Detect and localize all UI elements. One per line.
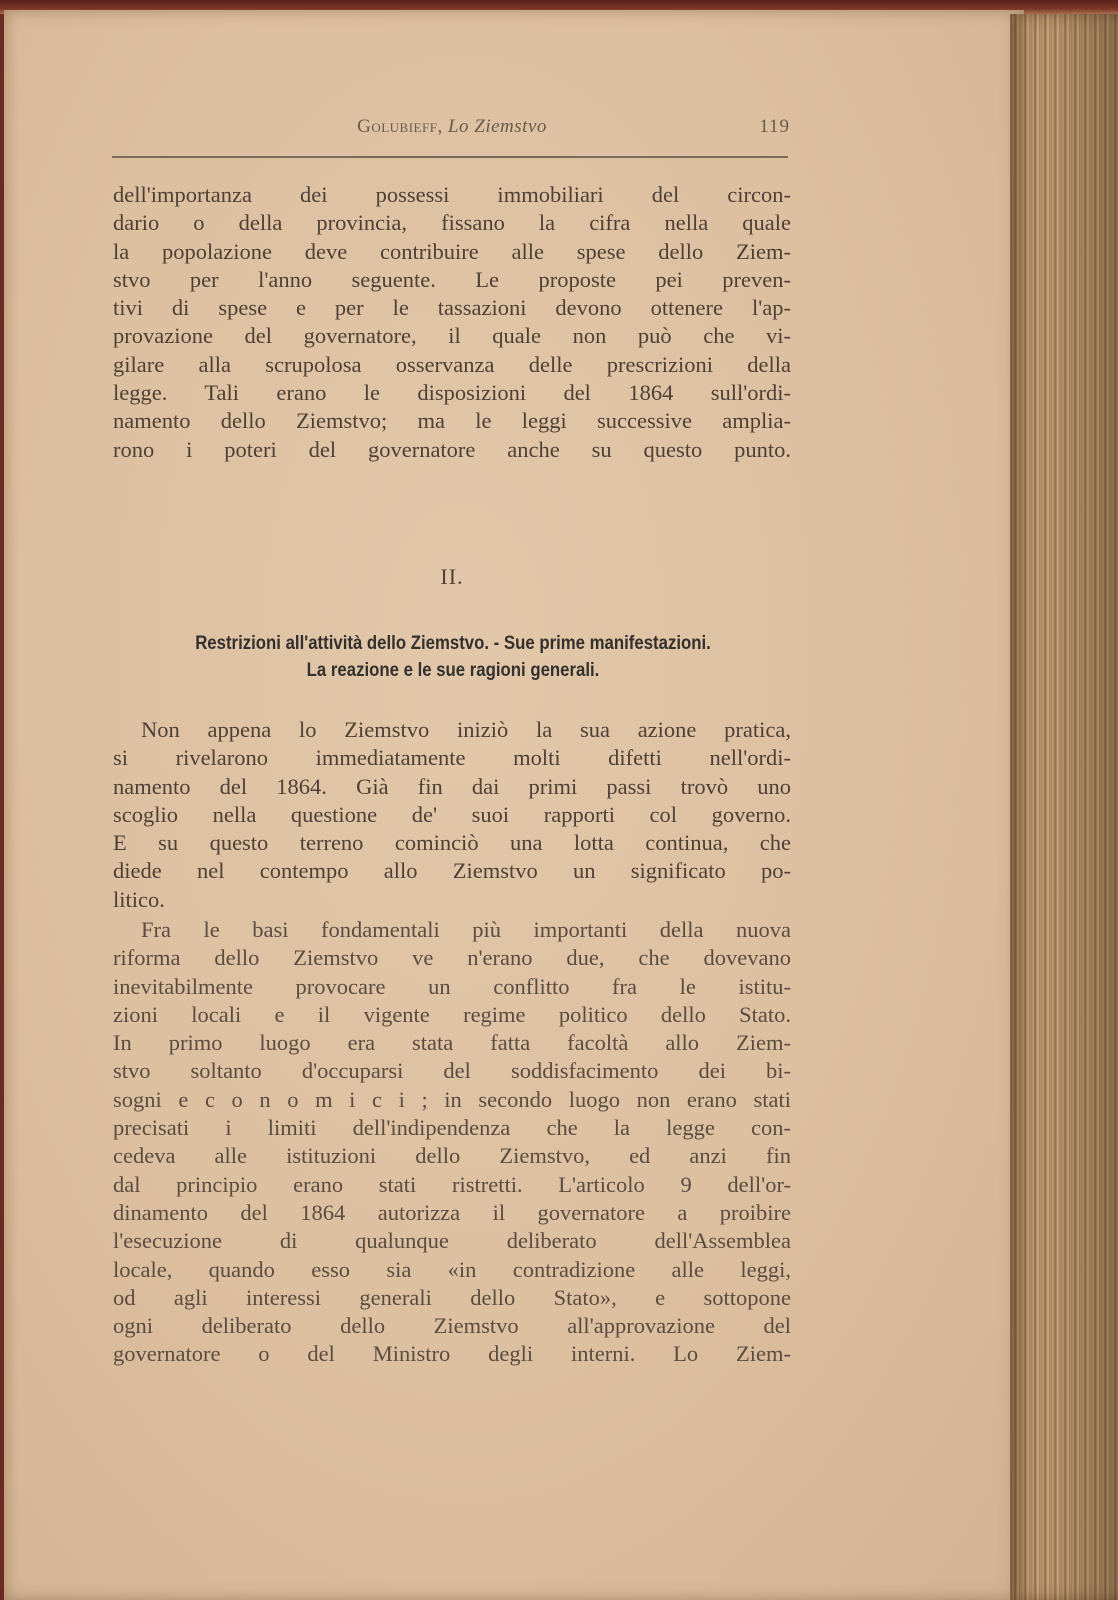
- text-line: dario o della provincia, fissano la cifra nella quale: [113, 210, 791, 236]
- text-line: stvo per l'anno seguente. Le proposte pei preven-: [113, 266, 791, 292]
- text-line: namento del 1864. Già fin dai primi passi trovò uno: [113, 773, 791, 799]
- text-line: dell'importanza dei possessi immobiliari del circon-: [113, 182, 791, 207]
- text-line: stvo soltanto d'occuparsi del soddisfacimento dei bi-: [113, 1058, 791, 1084]
- text-line: cedeva alle istituzioni dello Ziemstvo, ed anzi fin: [113, 1143, 791, 1169]
- page-edge-shadow: [1055, 14, 1118, 1600]
- running-head: [112, 112, 792, 142]
- paragraph-3: [113, 916, 791, 1369]
- section-heading-line-1: Restrizioni all'attività dello Ziemstvo. - Sue prime manifestazioni.: [195, 632, 711, 654]
- paragraph-2: [113, 716, 791, 914]
- text-line: riforma dello Ziemstvo ve n'erano due, che dovevano: [113, 945, 791, 971]
- running-head-author: Golubieff: [357, 116, 438, 137]
- text-line: dinamento del 1864 autorizza il governatore a proibire: [113, 1199, 791, 1225]
- text-line: namento dello Ziemstvo; ma le leggi successive amplia-: [113, 408, 791, 434]
- page-number: 119: [759, 116, 790, 137]
- text-line: Non appena lo Ziemstvo iniziò la sua azione pratica,: [141, 717, 791, 742]
- text-line: zioni locali e il vigente regime politico dello Stato.: [113, 1001, 791, 1027]
- running-head-title: Lo Ziemstvo: [447, 116, 547, 137]
- text-line: scoglio nella questione de' suoi rapporti col governo.: [113, 801, 791, 827]
- section-heading: [161, 630, 746, 684]
- text-line: sogni e c o n o m i c i ; in secondo luogo non erano stati: [113, 1086, 791, 1112]
- text-line: locale, quando esso sia «in contradizione alle leggi,: [113, 1256, 791, 1282]
- text-line: la popolazione deve contribuire alle spese dello Ziem-: [113, 238, 791, 264]
- text-line: litico.: [113, 886, 165, 912]
- paragraph-1: [113, 181, 791, 464]
- running-title: Golubieff, Lo Ziemstvo: [357, 116, 547, 137]
- text-line: legge. Tali erano le disposizioni del 1864 sull'ordi-: [113, 380, 791, 406]
- text-line: In primo luogo era stata fatta facoltà allo Ziem-: [113, 1030, 791, 1056]
- text-line: diede nel contempo allo Ziemstvo un significato po-: [113, 858, 791, 884]
- text-line: provazione del governatore, il quale non può che vi-: [113, 323, 791, 349]
- text-line: tivi di spese e per le tassazioni devono ottenere l'ap-: [113, 295, 791, 321]
- text-line: Fra le basi fondamentali più importanti della nuova: [141, 917, 791, 942]
- text-line: gilare alla scrupolosa osservanza delle prescrizioni della: [113, 351, 791, 377]
- section-number: II.: [440, 564, 464, 589]
- text-line: precisati i limiti dell'indipendenza che la legge con-: [113, 1115, 791, 1141]
- text-line: inevitabilmente provocare un conflitto fra le istitu-: [113, 973, 791, 999]
- section-heading-line-2: La reazione e le sue ragioni generali.: [306, 659, 600, 681]
- text-line: rono i poteri del governatore anche su questo punto.: [113, 436, 791, 462]
- header-rule: [112, 156, 788, 158]
- text-line: E su questo terreno cominciò una lotta continua, che: [113, 830, 791, 856]
- text-line: l'esecuzione di qualunque deliberato dell'Assemblea: [113, 1228, 791, 1254]
- text-line: si rivelarono immediatamente molti difetti nell'ordi-: [113, 745, 791, 771]
- text-line: governatore o del Ministro degli interni. Lo Ziem-: [113, 1341, 791, 1367]
- text-line: od agli interessi generali dello Stato», e sottopone: [113, 1284, 791, 1310]
- text-line: ogni deliberato dello Ziemstvo all'approvazione del: [113, 1313, 791, 1339]
- text-line: dal principio erano stati ristretti. L'articolo 9 dell'or-: [113, 1171, 791, 1197]
